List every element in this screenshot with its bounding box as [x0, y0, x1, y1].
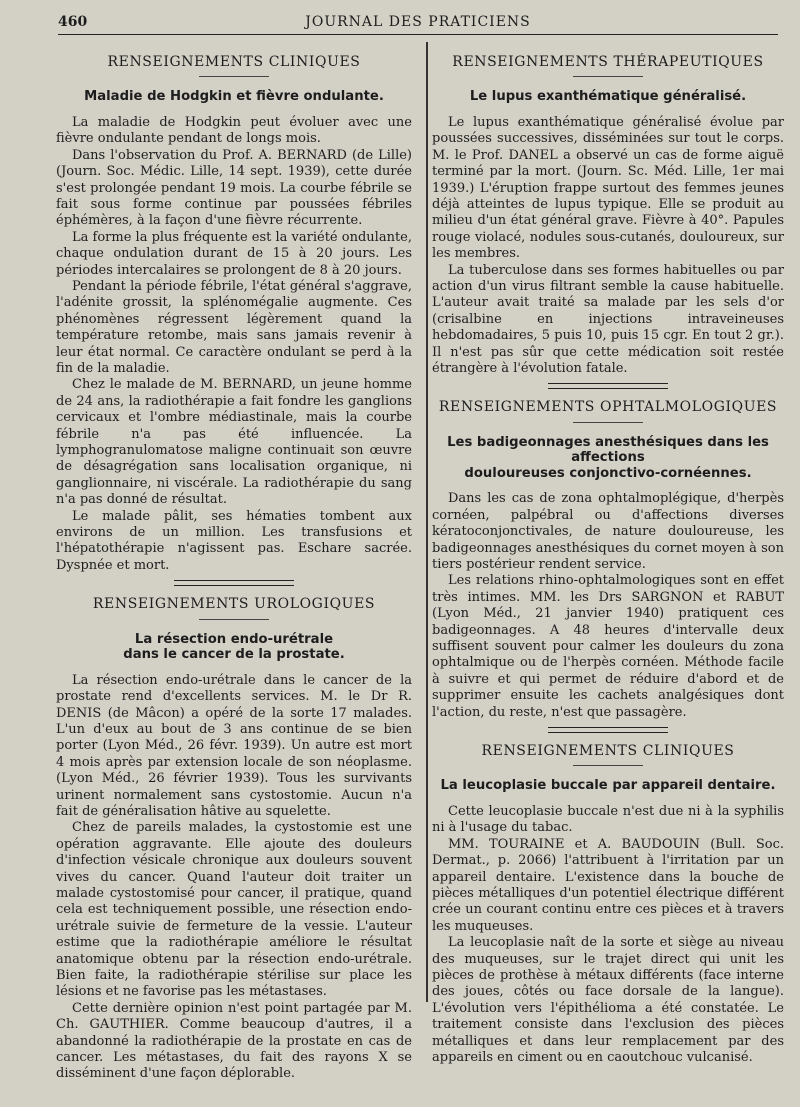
article-title-line: dans le cancer de la prostate.	[123, 647, 345, 663]
article-title: Le lupus exanthématique généralisé.	[469, 89, 747, 105]
article-title-line: La résection endo-urétrale	[134, 631, 334, 647]
article-title-line: Les badigeonnages anesthésiques dans les affections	[447, 434, 769, 466]
paragraph: Chez de pareils malades, la cystostomie est une opération aggravante. Elle ajoute des douleurs d'infection vésicale chronique aux douleurs souvent vives du cancer. Quand l'auteur doit traiter un malade cystostomisé pour cancer, il pratique, quand cela est techniquement possible, une résection endo-urétrale suivie de fermeture de la vessie. L'auteur estime que la radiothérapie améliore le résultat anatomique obtenu par la résection endo-urétrale. Bien faite, la radiothérapie stérilise sur place les lésions et ne favorise pas les métastases.	[56, 820, 412, 1000]
right-column	[432, 44, 784, 1066]
section-heading: RENSEIGNEMENTS CLINIQUES	[107, 54, 361, 70]
section-separator	[548, 727, 668, 733]
paragraph: La tuberculose dans ses formes habituelles ou par action d'un virus filtrant semble la cause habituelle. L'auteur avait traité sa malade par les sels d'or (crisalbine en injections intraveineuses hebdomadaires, 5 puis 10, puis 15 cgr. En tout 2 gr.). Il n'est pas sûr que cette médication soit restée étrangère à l'évolution fatale.	[432, 262, 784, 376]
left-column	[56, 44, 412, 1083]
section-separator	[174, 580, 294, 586]
paragraph: Dans les cas de zona ophtalmoplégique, d'herpès cornéen, palpébral ou d'affections diverses kératoconjonctivales, de nature douloureuse, les badigeonnages anesthésiques du cornet moyen à son tiers postérieur rendent service.	[432, 491, 784, 572]
section-rule	[199, 76, 269, 77]
paragraph: La leucoplasie naît de la sorte et siège au niveau des muqueuses, sur le trajet direct qui unit les pièces de prothèse à métaux différents (face interne des joues, côtés ou face dorsale de la langue). L'évolution vers l'épithélioma a été constatée. Le traitement consiste dans l'exclusion des pièces métalliques et dans leur remplacement par des appareils en ciment ou en caoutchouc vulcanisé.	[432, 935, 784, 1065]
article-title: La leucoplasie buccale par appareil dentaire.	[440, 778, 776, 794]
paragraph: Le malade pâlit, ses hématies tombent aux environs de un million. Les transfusions et l'hépatothérapie n'agissent pas. Eschare sacrée. Dyspnée et mort.	[56, 508, 412, 573]
section-heading: RENSEIGNEMENTS CLINIQUES	[481, 743, 735, 759]
page-number: 460	[58, 14, 88, 30]
paragraph: Le lupus exanthématique généralisé évolue par poussées successives, disséminées sur tout le corps. M. le Prof. DANEL a observé un cas de forme aiguë terminé par la mort. (Journ. Sc. Méd. Lille, 1er mai 1939.) L'éruption frappe surtout des femmes jeunes déjà atteintes de lupus typique. Elle se produit au milieu d'un état général grave. Fièvre à 40°. Papules rouge violacé, nodules sous-cutanés, douloureux, sur les membres.	[432, 114, 784, 262]
paragraph: MM. TOURAINE et A. BAUDOUIN (Bull. Soc. Dermat., p. 2066) l'attribuent à l'irritation par un appareil dentaire. L'existence dans la bouche de pièces métalliques d'un potentiel électrique différent crée un courant continu entre ces pièces et à travers les muqueuses.	[432, 836, 784, 934]
section-heading: RENSEIGNEMENTS UROLOGIQUES	[92, 596, 376, 613]
page-header	[58, 10, 778, 35]
paragraph: Pendant la période fébrile, l'état général s'aggrave, l'adénite grossit, la splénomégalie augmente. Ces phénomènes régressent légèrement quand la température retombe, mais sans jamais revenir à leur état normal. Ce caractère ondulant se perd à la fin de la maladie.	[56, 278, 412, 376]
article-title: Maladie de Hodgkin et fièvre ondulante.	[84, 89, 384, 105]
paragraph: Les relations rhino-ophtalmologiques sont en effet très intimes. MM. les Drs SARGNON et RABUT (Lyon Méd., 21 janvier 1940) pratiquent ces badigeonnages. A 48 heures d'intervalle deux suffisent souvent pour calmer les douleurs du zona ophtalmique ou de l'herpès cornéen. Méthode facile à suivre et qui permet de réduire d'abord et de supprimer ensuite les cachets analgésiques dont l'action, du reste, n'est que passagère.	[432, 573, 784, 720]
section-separator	[548, 383, 668, 389]
section-heading: RENSEIGNEMENTS THÉRAPEUTIQUES	[452, 54, 764, 70]
section-rule	[573, 422, 643, 423]
paragraph: Cette leucoplasie buccale n'est due ni à la syphilis ni à l'usage du tabac.	[432, 803, 784, 836]
column-divider	[426, 42, 428, 1002]
paragraph: La forme la plus fréquente est la variété ondulante, chaque ondulation durant de 15 à 20 jours. Les périodes intercalaires se prolongent de 8 à 20 jours.	[56, 229, 412, 278]
journal-title: JOURNAL DES PRATICIENS	[305, 14, 531, 30]
paragraph: Dans l'observation du Prof. A. BERNARD (de Lille) (Journ. Soc. Médic. Lille, 14 sept. 1939), cette durée s'est prolongée pendant 19 mois. La courbe fébrile se fait sous forme continue par poussées fébriles éphémères, à la façon d'une fièvre récurrente.	[56, 147, 412, 229]
article-title	[56, 632, 412, 663]
section-rule	[199, 619, 269, 620]
paragraph: Cette dernière opinion n'est point partagée par M. Ch. GAUTHIER. Comme beaucoup d'autres, il a abandonné la radiothérapie de la prostate en cas de cancer. Les métastases, du fait des rayons X se disséminent d'une façon déplorable.	[56, 1000, 412, 1082]
section-rule	[573, 76, 643, 77]
article-title-line: douloureuses conjonctivo-cornéennes.	[464, 465, 752, 481]
article-title	[432, 435, 784, 482]
paragraph: La maladie de Hodgkin peut évoluer avec une fièvre ondulante pendant de longs mois.	[56, 114, 412, 147]
section-heading: RENSEIGNEMENTS OPHTALMOLOGIQUES	[438, 399, 778, 416]
paragraph: La résection endo-urétrale dans le cancer de la prostate rend d'excellents services. M. le Dr R. DENIS (de Mâcon) a opéré de la sorte 17 malades. L'un d'eux au bout de 3 ans continue de se bien porter (Lyon Méd., 26 févr. 1939). Un autre est mort 4 mois après par extension locale de son néoplasme. (Lyon Méd., 26 février 1939). Tous les survivants urinent normalement sans cystostomie. Aucun n'a fait de généralisation hâtive au squelette.	[56, 672, 412, 819]
section-rule	[573, 765, 643, 766]
paragraph: Chez le malade de M. BERNARD, un jeune homme de 24 ans, la radiothérapie a fait fondre les ganglions cervicaux et l'ombre médiastinale, mais la courbe fébrile n'a pas été influencée. La lymphogranulomatose maligne continuait son œuvre de désagrégation sans localisation organique, ni ganglionnaire, ni viscérale. La radiothérapie du sang n'a pas donné de résultat.	[56, 377, 412, 508]
